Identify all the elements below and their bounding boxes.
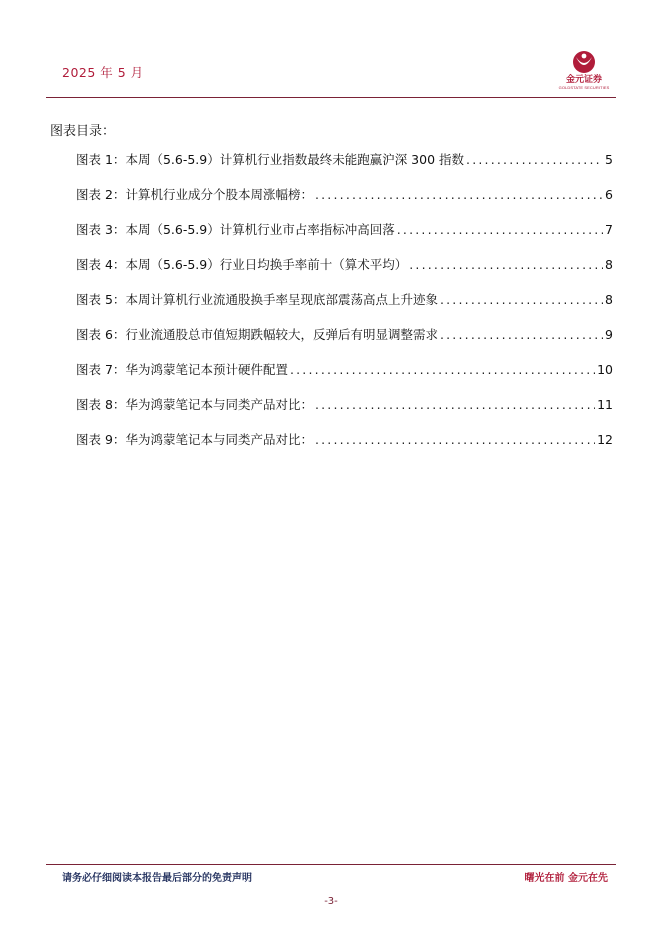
toc-item-page: 8 [605,292,613,307]
toc-leader-dots [409,257,603,272]
toc-item[interactable] [76,150,613,170]
toc-item-title: 计算机行业成分个股本周涨幅榜： [125,187,313,202]
toc-leader-dots [440,292,603,307]
toc-leader-dots [315,432,595,447]
toc-item-label: 图表 2： [76,187,126,202]
header-rule [46,97,616,98]
toc-item-page: 6 [605,187,613,202]
toc-item[interactable] [76,255,613,275]
toc-item-title: 华为鸿蒙笔记本与同类产品对比： [125,397,313,412]
toc-item-page: 7 [605,222,613,237]
toc-item-title: 华为鸿蒙笔记本与同类产品对比： [125,432,313,447]
toc-item-page: 9 [605,327,613,342]
toc-item-title: 行业流通股总市值短期跌幅较大，反弹后有明显调整需求 [125,327,438,342]
toc-item-page: 5 [605,152,613,167]
toc-item[interactable] [76,395,613,415]
toc-item[interactable] [76,325,613,345]
toc-leader-dots [315,397,595,412]
toc-item-page: 11 [597,397,613,412]
toc-item-title: 本周计算机行业流通股换手率呈现底部震荡高点上升迹象 [125,292,438,307]
footer-slogan: 曙光在前 金元在先 [524,873,608,884]
toc-leader-dots [440,327,603,342]
toc-item[interactable] [76,290,613,310]
toc-item[interactable] [76,430,613,450]
toc-item-label: 图表 8： [76,397,126,412]
footer-rule [46,864,616,865]
toc-item[interactable] [76,185,613,205]
page-number: -3- [324,896,338,907]
logo-name-cn: 金元证券 [565,75,602,85]
toc-item[interactable] [76,360,613,380]
toc-leader-dots [466,152,603,167]
toc-leader-dots [315,187,603,202]
company-logo [552,50,616,98]
toc-item-page: 12 [597,432,613,447]
toc-item-label: 图表 4： [76,257,126,272]
toc-item-label: 图表 1： [76,152,126,167]
toc-leader-dots [397,222,603,237]
toc-item-label: 图表 9： [76,432,126,447]
logo-name-en: GOLDSTATE SECURITIES [558,85,610,90]
toc-item-page: 8 [605,257,613,272]
toc-item-label: 图表 3： [76,222,126,237]
toc-item-page: 10 [597,362,613,377]
toc-item-label: 图表 6： [76,327,126,342]
toc-item-title: 华为鸿蒙笔记本预计硬件配置 [125,362,288,377]
toc-leader-dots [290,362,595,377]
toc-heading: 图表目录： [50,124,116,139]
report-date: 2025 年 5 月 [62,65,144,80]
logo-emblem-icon [571,50,597,74]
toc-item-title: 本周（5.6-5.9）行业日均换手率前十（算术平均） [125,257,408,272]
toc-item-title: 本周（5.6-5.9）计算机行业指数最终未能跑赢沪深 300 指数 [125,152,465,167]
toc-item[interactable] [76,220,613,240]
toc-item-label: 图表 7： [76,362,126,377]
toc-item-title: 本周（5.6-5.9）计算机行业市占率指标冲高回落 [125,222,395,237]
footer-disclaimer: 请务必仔细阅读本报告最后部分的免责声明 [62,873,252,884]
toc-item-label: 图表 5： [76,292,126,307]
